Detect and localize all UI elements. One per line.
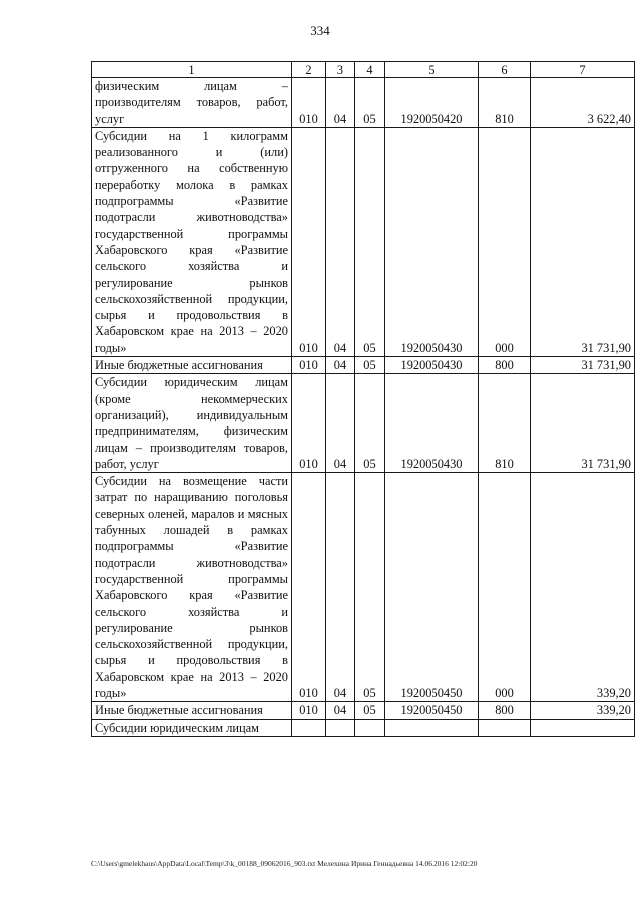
subsection-code-cell: 05 [355,357,385,374]
ministry-code-cell: 010 [292,374,326,473]
expense-type-cell: 810 [479,374,531,473]
section-code-cell: 04 [326,473,355,702]
expense-name-cell: Субсидии на 1 килограмм реализованного и (или) отгруженного на собственную переработку молока в рамках подпрограммы «Развитие подотрасли животноводства» государственной программы Хабаровского края «Развитие сельского хозяйства и регулирование рынков сельскохозяйственной продукции, сырья и продовольствия в Хабаровском крае на 2013 – 2020 годы» [92,127,292,356]
target-article-cell: 1920050420 [385,78,479,128]
amount-cell: 31 731,90 [531,374,635,473]
ministry-code-cell [292,719,326,736]
subsection-code-cell: 05 [355,473,385,702]
header-cell: 5 [385,62,479,78]
subsection-code-cell: 05 [355,374,385,473]
target-article-cell: 1920050450 [385,473,479,702]
expense-name-cell: Иные бюджетные ассигнования [92,702,292,719]
ministry-code-cell: 010 [292,78,326,128]
subsection-code-cell: 05 [355,127,385,356]
page-number: 334 [310,23,330,38]
subsection-code-cell: 05 [355,702,385,719]
table-row [92,127,635,356]
table-row [92,719,635,736]
expense-name-cell: физическим лицам – производителям товаров, работ, услуг [92,78,292,128]
table-row [92,702,635,719]
header-cell: 3 [326,62,355,78]
amount-cell: 339,20 [531,473,635,702]
table-row [92,473,635,702]
header-cell: 1 [92,62,292,78]
header-cell: 6 [479,62,531,78]
target-article-cell: 1920050450 [385,702,479,719]
amount-cell [531,719,635,736]
subsection-code-cell [355,719,385,736]
expense-type-cell: 810 [479,78,531,128]
header-cell: 4 [355,62,385,78]
expense-name-cell: Иные бюджетные ассигнования [92,357,292,374]
budget-table [91,61,635,737]
amount-cell: 339,20 [531,702,635,719]
table-header-row [92,62,635,78]
expense-name-cell: Субсидии юридическим лицам (кроме некоммерческих организаций), индивидуальным предпринимателям, физическим лицам – производителям товаров, работ, услуг [92,374,292,473]
expense-type-cell: 000 [479,127,531,356]
amount-cell: 31 731,90 [531,127,635,356]
expense-type-cell: 800 [479,357,531,374]
target-article-cell [385,719,479,736]
section-code-cell: 04 [326,127,355,356]
section-code-cell: 04 [326,702,355,719]
ministry-code-cell: 010 [292,702,326,719]
expense-name-cell: Субсидии юридическим лицам [92,719,292,736]
ministry-code-cell: 010 [292,473,326,702]
expense-name-cell: Субсидии на возмещение части затрат по наращиванию поголовья северных оленей, маралов и мясных табунных лошадей в рамках подпрограммы «Развитие подотрасли животноводства» государственной программы Хабаровского края «Развитие сельского хозяйства и регулирование рынков сельскохозяйственной продукции, сырья и продовольствия в Хабаровском крае на 2013 – 2020 годы» [92,473,292,702]
header-cell: 2 [292,62,326,78]
table-row [92,357,635,374]
section-code-cell: 04 [326,357,355,374]
expense-type-cell: 000 [479,473,531,702]
ministry-code-cell: 010 [292,357,326,374]
subsection-code-cell: 05 [355,78,385,128]
target-article-cell: 1920050430 [385,374,479,473]
expense-type-cell [479,719,531,736]
amount-cell: 31 731,90 [531,357,635,374]
expense-type-cell: 800 [479,702,531,719]
ministry-code-cell: 010 [292,127,326,356]
target-article-cell: 1920050430 [385,357,479,374]
header-cell: 7 [531,62,635,78]
section-code-cell: 04 [326,374,355,473]
section-code-cell [326,719,355,736]
amount-cell: 3 622,40 [531,78,635,128]
target-article-cell: 1920050430 [385,127,479,356]
table-row [92,78,635,128]
file-path-footer: C:\Users\gmelekhaus\AppData\Local\Temp\3\k_00188_09062016_903.txt Мелехина Ирина Геннадьевна 14.06.2016 12:02:20 [91,859,478,868]
section-code-cell: 04 [326,78,355,128]
table-row [92,374,635,473]
